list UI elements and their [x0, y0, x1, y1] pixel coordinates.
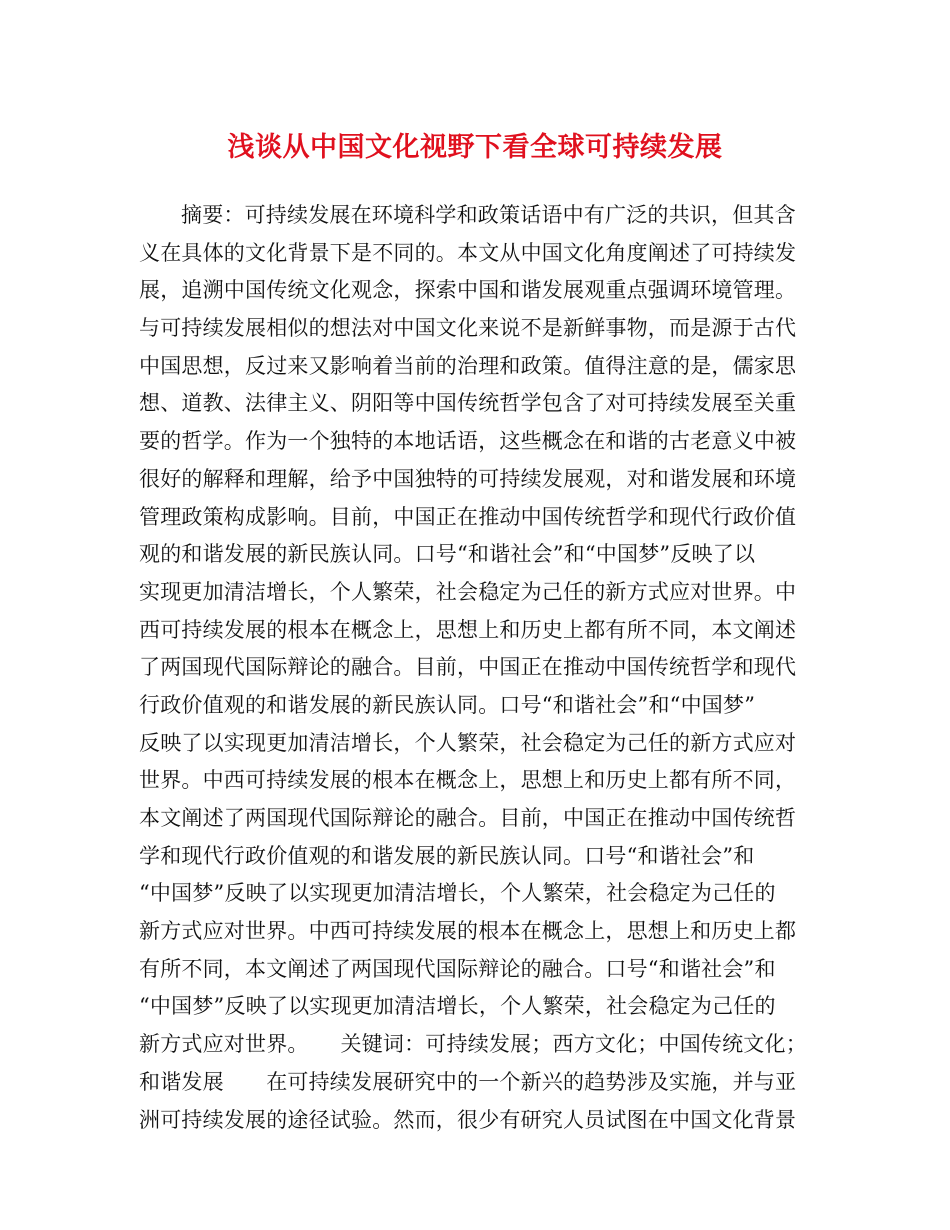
text-line: “中国梦”反映了以实现更加清洁增长，个人繁荣，社会稳定为己任的 — [139, 881, 776, 906]
text-line: 西可持续发展的根本在概念上，思想上和历史上都有所不同，本文阐述 — [139, 617, 797, 642]
text-line: 想、道教、法律主义、阴阳等中国传统哲学包含了对可持续发展至关重 — [139, 391, 797, 416]
text-line: 行政价值观的和谐发展的新民族认同。口号“和谐社会”和“中国梦” — [139, 692, 756, 717]
text-line: 观的和谐发展的新民族认同。口号“和谐社会”和“中国梦”反映了以 — [139, 542, 756, 567]
text-line: 很好的解释和理解，给予中国独特的可持续发展观，对和谐发展和环境 — [139, 466, 797, 491]
abstract-body — [139, 197, 829, 1139]
text-line: 本文阐述了两国现代国际辩论的融合。目前，中国正在推动中国传统哲 — [139, 806, 797, 830]
text-line: 洲可持续发展的途径试验。然而，很少有研究人员试图在中国文化背景 — [139, 1107, 797, 1132]
text-line: 反映了以实现更加清洁增长，个人繁荣，社会稳定为己任的新方式应对 — [139, 730, 797, 755]
text-line: 新方式应对世界。中西可持续发展的根本在概念上，思想上和历史上都 — [139, 919, 797, 944]
text-line: 中国思想，反过来又影响着当前的治理和政策。值得注意的是，儒家思 — [139, 353, 797, 378]
text-line: “中国梦”反映了以实现更加清洁增长，个人繁荣，社会稳定为己任的 — [139, 994, 776, 1019]
text-line: 世界。中西可持续发展的根本在概念上，思想上和历史上都有所不同， — [139, 768, 797, 793]
text-line: 展，追溯中国传统文化观念，探索中国和谐发展观重点强调环境管理。 — [139, 278, 797, 303]
text-line: 与可持续发展相似的想法对中国文化来说不是新鲜事物，而是源于古代 — [139, 316, 797, 341]
text-line: 管理政策构成影响。目前，中国正在推动中国传统哲学和现代行政价值 — [139, 504, 797, 529]
text-line: 学和现代行政价值观的和谐发展的新民族认同。口号“和谐社会”和 — [139, 843, 755, 868]
text-line: 义在具体的文化背景下是不同的。本文从中国文化角度阐述了可持续发 — [139, 240, 797, 265]
document-title: 浅谈从中国文化视野下看全球可持续发展 — [227, 132, 723, 163]
text-line: 实现更加清洁增长，个人繁荣，社会稳定为己任的新方式应对世界。中 — [139, 579, 797, 604]
text-line: 摘要：可持续发展在环境科学和政策话语中有广泛的共识，但其含 — [181, 203, 796, 227]
text-line: 了两国现代国际辩论的融合。目前，中国正在推动中国传统哲学和现代 — [139, 655, 797, 680]
text-line: 要的哲学。作为一个独特的本地话语，这些概念在和谐的古老意义中被 — [139, 429, 797, 454]
text-line: 和谐发展 在可持续发展研究中的一个新兴的趋势涉及实施，并与亚 — [139, 1069, 797, 1094]
text-line: 新方式应对世界。 关键词：可持续发展；西方文化；中国传统文化； — [139, 1032, 807, 1057]
text-line: 有所不同，本文阐述了两国现代国际辩论的融合。口号“和谐社会”和 — [139, 956, 776, 981]
